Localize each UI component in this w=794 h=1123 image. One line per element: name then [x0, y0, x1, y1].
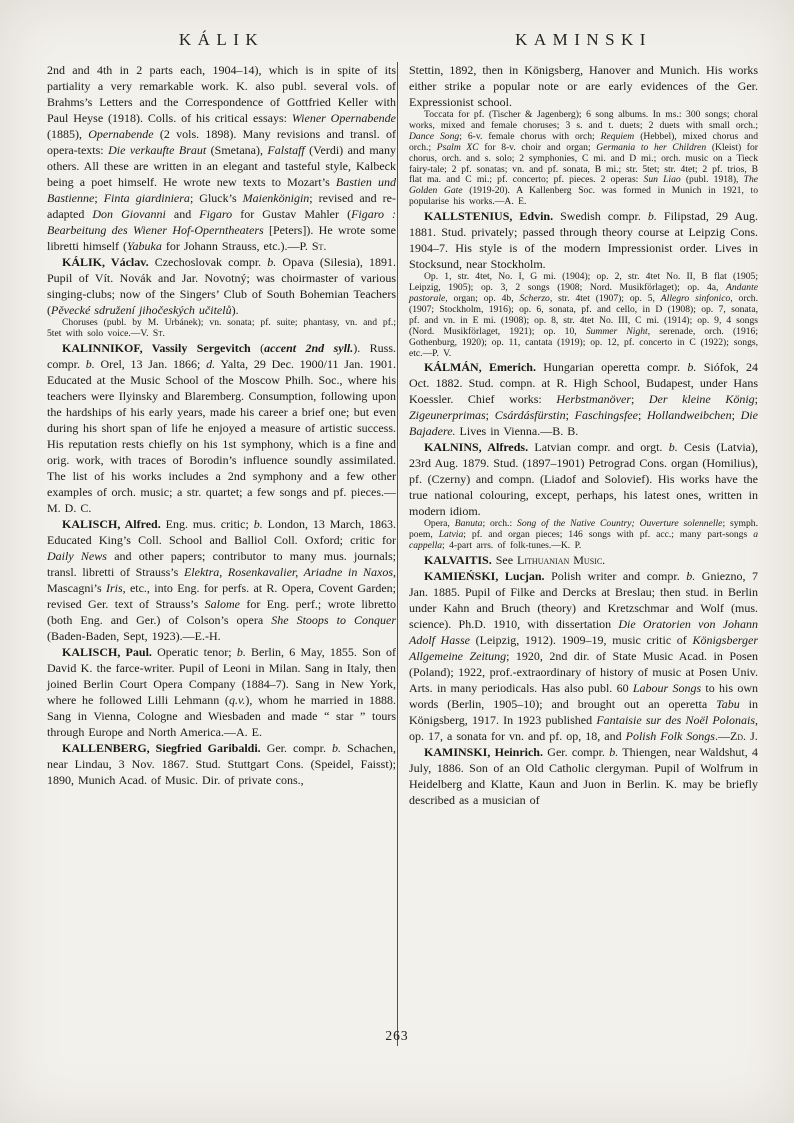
text-segment: Latvian compr. and orgt. [528, 440, 669, 455]
text-segment: The Golden Gate [409, 174, 758, 197]
entry-kalisch-alfred [47, 516, 396, 644]
text-segment: Hungarian operetta compr. [535, 360, 688, 375]
text-segment: , etc., into Eng. for perfs. at R. Opera, Covent Garden; revised Ger. text of Strauss’s [47, 580, 396, 611]
text-segment: q.v. [228, 692, 246, 707]
text-segment: ; 6-v. female chorus with orch; [459, 130, 601, 142]
text-segment: Ger. compr. [542, 745, 610, 760]
text-segment: Der kleine König [648, 392, 755, 407]
text-segment: ; [630, 392, 649, 407]
text-segment: Iris [105, 580, 123, 595]
text-segment: Faschingsfee [574, 408, 638, 423]
text-segment: b. [686, 569, 696, 584]
text-segment: , Mascagni’s [47, 564, 396, 595]
text-segment: Germania to her Children [596, 141, 707, 153]
text-segment: She Stoops to Conquer [271, 612, 396, 627]
text-segment: Polish writer and compr. [544, 569, 687, 584]
kalnins-works-list [409, 519, 758, 552]
entry-kalisch-paul [47, 644, 396, 740]
text-segment: Fantaisie sur des Noël Polonais [596, 713, 756, 728]
text-segment: for Johann Strauss, etc.).—P. [161, 239, 312, 253]
text-segment: (1885), [47, 127, 89, 141]
text-segment: Königsberger Allgemeine Zeitung [409, 633, 758, 664]
text-segment: Summer Night [585, 325, 648, 337]
text-segment: for Eng. perf.; wrote libretto (both Eng. and Ger.) of Colson’s opera [47, 596, 396, 627]
text-segment: a cappella [409, 529, 758, 552]
text-segment: for Gustav Mahler ( [232, 207, 352, 221]
text-segment: to his own words (Berlin, 1905–10); and brought out an operetta [409, 681, 758, 712]
text-segment: ; [754, 392, 758, 407]
text-segment: Hollandweibchen [646, 408, 732, 423]
text-segment: Cesis (Latvia), 23rd Aug. 1879. Stud. (1897–1901) Petrograd Cons. organ (Homilius), pf. (Czerny) and compn. (Liadof and Solovief). His works have the true national colouring, except, perhaps, his latest ones, written in modern idiom. [409, 440, 758, 519]
text-segment: b. [267, 255, 277, 269]
text-segment: b. [253, 516, 263, 531]
right-column [409, 62, 758, 808]
kallstenius-works-list [409, 272, 758, 359]
text-segment: Toccata for pf. (Tischer & Jagenberg); 6 song albums. In ms.: 300 songs; choral works, mixed and female choruses; 3 s. and t. duets; 2 duets with small orch.; [409, 109, 758, 131]
text-segment: [Peters]). He wrote some libretti himself ( [47, 223, 396, 253]
text-segment: Zd. [729, 729, 747, 744]
text-segment: ). Russ. compr. [47, 340, 397, 371]
text-segment: Dance Song [409, 130, 460, 142]
text-segment: Lithuanian Music [517, 553, 603, 568]
text-segment: (Kleist) for chorus, orch. and s. solo; 2 symphonies, C mi. and D mi.; orch. music on a Tieck fairy-tale; 2 pf. sonatas; vn. and pf. sonata, B mi.; str. 5tet; str. 4tet; 2 pf. trios, B flat ma. and C mi.; pf. concerto; pf. pieces. 2 operas: [409, 141, 758, 186]
text-segment: Die Bajadere. [409, 408, 758, 439]
text-segment: , orch. (1907; Stockholm, 1916); op. 6, sonata, pf. and cello, in D (1908); op. 7, sonata, pf. and vn. in E mi. (1908); op. 8, str. 4tet No. III, C mi. (1914); op. 9, 4 songs (Nord. Musikförlaget, 1921); op. 10, [409, 292, 759, 337]
text-segment: Schachen, near Lindau, 3 Nov. 1867. Stud. Stuttgart Cons. (Speidel, Faisst); 1890, Munich Acad. of Music. Dir. of private cons., [47, 740, 396, 787]
text-segment: Wiener Opernabende [291, 111, 396, 125]
text-segment: , str. 4tet (1907); op. 5, [549, 292, 661, 304]
text-segment: ). [231, 303, 239, 317]
text-segment: Song of the Native Country; Ouverture solennelle [517, 518, 723, 530]
text-segment: Opava (Silesia), 1891. Pupil of Vít. Novák and Jar. Novotný; was choirmaster of various singing-clubs; now of the Singers’ Club of South Bohemian Teachers ( [47, 255, 396, 317]
text-segment: Daily News [47, 548, 107, 563]
text-segment: (2 vols. 1898). Many revisions and transl. of opera-texts: [47, 127, 396, 157]
column-divider-rule [397, 62, 398, 1046]
text-segment: Latvia [438, 529, 464, 541]
text-segment: Banuta [454, 518, 483, 530]
page-number: 263 [385, 1028, 409, 1043]
text-segment: See [491, 553, 518, 568]
text-segment: Requiem [600, 130, 635, 142]
text-segment: KALISCH, Alfred. [62, 516, 161, 531]
text-segment: ; [565, 408, 575, 423]
text-segment: b. [236, 644, 246, 659]
text-segment: b. [332, 740, 342, 755]
text-segment: Czechoslovak compr. [148, 255, 268, 269]
text-segment: Swedish compr. [553, 209, 648, 224]
text-segment: 2nd and 4th in 2 parts each, 1904–14), which is in spite of its partiality a very remarkable work. K. also publ. several vols. of Brahms’s Letters and the Correspondence of Gottfried Keller with Paul Heyse (1918). Colls. of his critical essays: [47, 63, 396, 125]
text-segment: Choruses (publ. by M. Urbánek); vn. sonata; pf. suite; phantasy, vn. and pf.; 5tet with solo voice.—V. [47, 317, 396, 339]
text-segment: ; [731, 408, 741, 423]
text-segment: London, 13 March, 1863. Educated King’s Coll. School and Balliol Coll. Oxford; critic for [47, 516, 397, 547]
text-segment: ; 1920, 2nd dir. of State Music Acad. in Posen (Poland); 1922, prof.-extraordinary of history of music at Posen Univ. Arts. in many periodicals. Has also publ. 60 [409, 649, 758, 696]
text-segment: Don Giovanni [92, 207, 166, 221]
text-segment: St. [311, 239, 327, 253]
text-segment: J. [746, 729, 758, 744]
text-segment: and [165, 207, 200, 221]
entry-kamienski [409, 568, 758, 744]
text-segment: Eng. mus. critic; [160, 516, 254, 531]
text-segment: b. [609, 745, 619, 760]
text-segment: ; revised and re-adapted [47, 191, 396, 221]
text-segment: KALNINS, Alfreds. [424, 440, 529, 455]
text-segment: KÁLMÁN, Emerich. [424, 360, 536, 375]
text-segment: Operatic tenor; [151, 644, 237, 659]
text-segment: , serenade, orch. (1916; Gothenburg, 1920); op. 11, cantata (1919); op. 12, pf. concerto in C (1922); songs, etc.—P. V. [409, 325, 759, 359]
text-segment: Csárdásfürstin [494, 408, 566, 423]
text-segment: (Hebbel), mixed chorus and orch.; [409, 130, 759, 153]
text-segment: ; [485, 408, 495, 423]
text-segment: Figaro [199, 207, 233, 221]
kalbeck-continuation [47, 62, 396, 254]
text-segment: ; pf. and organ pieces; 146 songs with pf. acc.; many part-songs [463, 529, 754, 541]
text-segment: KALLSTENIUS, Edvin. [424, 209, 554, 224]
text-segment: Op. 1, str. 4tet, No. I, G mi. (1904); op. 2, str. 4tet No. II, B flat (1905; Leipzig, 1905); op. 3, 2 songs (1908; Nord. Musikförlaget); op. 4a, [409, 271, 758, 294]
text-segment: Pěvecké sdružení jihočeských učitelů [51, 303, 232, 317]
entry-kallenberg [47, 740, 396, 788]
text-segment: Herbstmanöver [556, 392, 631, 407]
text-segment: ; [637, 408, 647, 423]
text-segment: Lives in Vienna.—B. B. [455, 424, 579, 439]
text-segment: Yabuka [126, 239, 162, 253]
text-segment: Psalm XC [436, 141, 479, 153]
entry-kalinnikof [47, 340, 396, 516]
text-segment: accent 2nd syll. [264, 340, 354, 355]
text-segment: KALISCH, Paul. [62, 644, 152, 659]
text-segment: Elektra, Rosenkavalier, Ariadne in Naxos [183, 564, 393, 579]
text-segment: Tabu [716, 697, 740, 712]
left-column [47, 62, 396, 788]
text-segment: Die verkaufte Braut [108, 143, 207, 157]
text-segment: Scherzo [519, 292, 550, 304]
text-segment: Zigeunerprimas [409, 408, 486, 423]
text-segment: Andante pastorale [409, 282, 758, 304]
entry-kaminski [409, 744, 758, 808]
text-segment: KALLENBERG, Siegfried Garibaldi. [62, 740, 261, 755]
text-segment: Yalta, 29 Dec. 1900/11 Jan. 1901. Educated at the Music School of the Moscow Philh. Soc., where his teachers were Ilyinsky and Blaremberg. Consumption, following upon the hardships of his early years, made his career a brief one; but even during his short span of life he enjoyed a measure of artistic success. His reputation rests chiefly on his 1st symphony, which is a fine and orig. work, with traces of Borodin’s influence soundly assimilated. The list of his works includes a 2nd symphony and a few other examples of orch. music; a str. quartet; a few songs and pf. pieces.—M. D. C. [47, 356, 397, 515]
text-segment: b. [647, 209, 657, 224]
text-segment: Figaro : Bearbeitung des Wiener Hof-Operntheaters [47, 207, 397, 237]
text-segment: Allegro sinfonico [660, 292, 731, 304]
text-segment: Salome [204, 596, 240, 611]
text-segment: . [602, 553, 606, 568]
kallenberg-works-list [409, 110, 758, 208]
text-segment: Labour Songs [632, 681, 702, 696]
text-segment: b. [85, 356, 95, 371]
text-segment: (Verdi) and many others. All these are written in an elegant and tasteful style, Kalbeck being a poet himself. He wrote new texts to Mozart’s [47, 143, 396, 189]
text-segment: ; [94, 191, 104, 205]
text-segment: Opernabende [88, 127, 154, 141]
running-head-left: KÁLIK [178, 30, 265, 49]
running-head-right: KAMINSKI [515, 30, 652, 49]
text-segment: (Baden-Baden, Sept, 1923).—E.-H. [47, 628, 221, 643]
text-segment: for 8-v. choir and organ; [478, 141, 597, 153]
entry-kalik [47, 254, 396, 318]
text-segment: , op. 17, a sonata for vn. and pf. op, 18, and [409, 713, 759, 744]
entry-kalnins [409, 439, 758, 519]
text-segment: KÁLIK, Václav. [62, 255, 149, 269]
text-segment: (publ. 1918), [680, 174, 744, 186]
entry-kalman [409, 359, 758, 439]
kalik-works-list [47, 318, 396, 340]
text-segment: Opera, [424, 518, 455, 530]
text-segment: Thiengen, near Waldshut, 4 July, 1886. Son of an Old Catholic clergyman. Pupil of Wolfrum in Heidelberg and Klatte, Kaun and Juon in Berlin. K. may be briefly described as a musician of [409, 745, 758, 808]
text-segment: Bastien und Bastienne [47, 175, 396, 205]
text-segment: Sun Liao [643, 174, 681, 186]
text-segment: , organ; op. 4b, [445, 292, 520, 304]
text-segment: in Königsberg, 1917. In 1923 published [409, 697, 758, 728]
text-segment: ; symph. poem, [409, 518, 758, 541]
text-segment: and other papers; contributor to many mus. journals; transl. libretti of Strauss’s [47, 548, 396, 579]
text-segment: Finta giardiniera [103, 191, 190, 205]
text-segment: ( [250, 340, 265, 355]
entry-kallstenius [409, 208, 758, 272]
text-segment: KAMIEŃSKI, Lucjan. [424, 569, 545, 584]
text-segment: Falstaff [267, 143, 305, 157]
text-segment: KALINNIKOF, Vassily Sergevitch [62, 340, 251, 355]
entry-kalvaitis [409, 552, 758, 568]
text-segment: b. [668, 440, 678, 455]
text-segment: KAMINSKI, Heinrich. [424, 745, 543, 760]
text-segment: b. [687, 360, 697, 375]
text-segment: Berlin, 6 May, 1855. Son of David K. the farce-writer. Pupil of Leoni in Milan. Sang in Italy, then joined Berlin Court Opera Company (1884–7). Sang in New York, where he followed Lilli Lehmann ( [47, 644, 396, 707]
text-segment: Polish Folk Songs [625, 729, 715, 744]
text-segment: ; Gluck’s [189, 191, 243, 205]
text-segment: ; 4-part arrs. of folk-tunes.—K. P. [442, 540, 582, 552]
text-segment: Die Oratorien von Johann Adolf Hasse [409, 617, 758, 648]
text-segment: ; orch.: [482, 518, 518, 530]
text-segment: (1919-20). A Kallenberg Soc. was formed in Munich in 1921, to popularise his works.—A. E. [409, 185, 758, 208]
text-segment: Orel, 13 Jan. 1866; [94, 356, 207, 371]
text-segment: Ger. compr. [260, 740, 333, 755]
text-segment: (Smetana), [206, 143, 268, 157]
text-segment: ), whom he married in 1888. Sang in Vienna, Cologne and Wiesbaden and made “ star ” tours through Europe and North America.—A. E. [47, 692, 397, 739]
text-segment: .— [714, 729, 730, 744]
text-segment: Filipstad, 29 Aug. 1881. Stud. privately; passed through theory course at Leipzig Cons. 1904–7. His style is of the modern Impressionist order. Lives in Stocksund, near Stockholm. [409, 209, 758, 272]
text-segment: Maienkönigin [242, 191, 310, 205]
text-segment: (Leipzig, 1912). 1909–19, music critic of [469, 633, 693, 648]
kallenberg-continuation [409, 62, 758, 110]
text-segment: St. [152, 327, 165, 339]
text-segment: Siófok, 24 Oct. 1882. Stud. compn. at R. High School, Budapest, under Hans Koessler. Chief works: [409, 360, 758, 407]
text-segment: d. [206, 356, 216, 371]
text-segment: Gniezno, 7 Jan. 1885. Pupil of Filke and Dercks at Breslau; then stud. in Berlin under Kahn and Bruch (theory) and Kretzschmar and Wolf (mus. science). Ph.D. 1910, with dissertation [409, 569, 758, 632]
text-segment: Stettin, 1892, then in Königsberg, Hanover and Munich. His works either strike a popular note or are early evidences of the Ger. Expressionist school. [409, 63, 758, 109]
text-segment: KALVAITIS. [424, 553, 492, 568]
